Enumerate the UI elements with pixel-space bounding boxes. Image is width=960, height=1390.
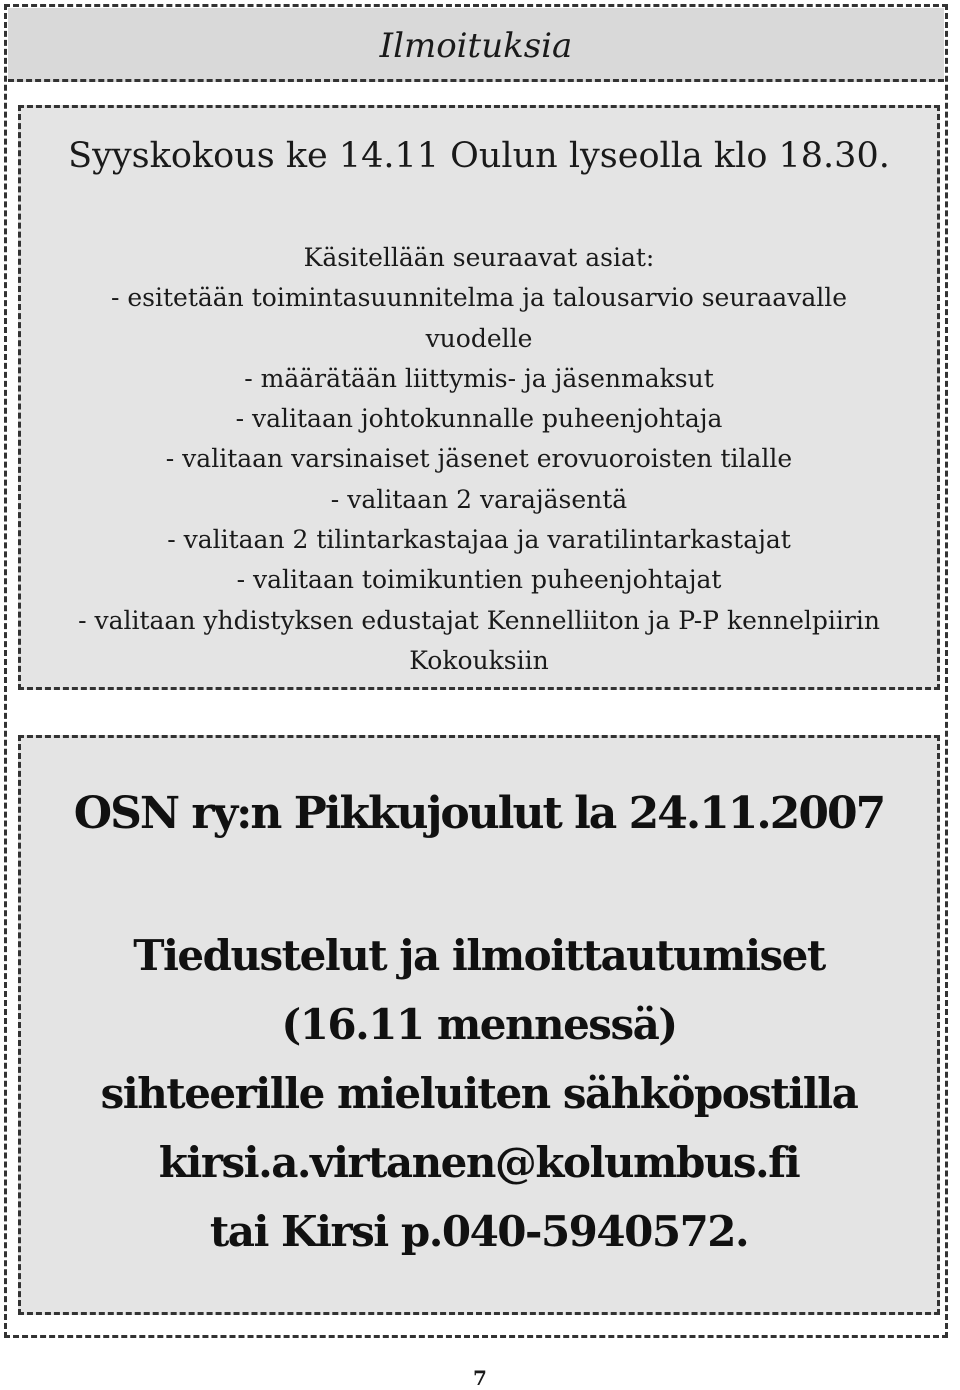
agenda-line: - valitaan johtokunnalle puheenjohtaja xyxy=(235,404,723,434)
agenda-line: Kokouksiin xyxy=(409,645,549,675)
agenda-line: - esitetään toimintasuunnitelma ja talousarvio seuraavalle xyxy=(110,283,848,313)
agenda-line: - valitaan toimikuntien puheenjohtajat xyxy=(236,565,722,595)
meeting-title: Syyskokous ke 14.11 Oulun lyseolla klo 18.30. xyxy=(68,136,890,176)
header-band xyxy=(8,8,944,82)
christmas-party-notice xyxy=(18,735,940,1315)
party-info xyxy=(21,921,937,1266)
page-number: 7 xyxy=(473,1366,487,1390)
contact-email[interactable]: kirsi.a.virtanen@kolumbus.fi xyxy=(158,1138,800,1187)
agenda-line: vuodelle xyxy=(425,323,533,353)
agenda-line: - valitaan 2 varajäsentä xyxy=(330,484,628,514)
party-info-line: sihteerille mieluiten sähköpostilla xyxy=(100,1069,858,1118)
party-info-line: Tiedustelut ja ilmoittautumiset xyxy=(133,931,825,980)
page-title: Ilmoituksia xyxy=(379,26,573,66)
agenda-line: - valitaan 2 tilintarkastajaa ja varatilintarkastajat xyxy=(167,525,791,555)
party-title: OSN ry:n Pikkujoulut la 24.11.2007 xyxy=(73,788,885,839)
agenda-line: Käsitellään seuraavat asiat: xyxy=(303,243,655,272)
party-info-line: (16.11 mennessä) xyxy=(281,1000,677,1049)
agenda-line: - valitaan varsinaiset jäsenet erovuoroisten tilalle xyxy=(165,444,793,474)
agenda-line: - määrätään liittymis- ja jäsenmaksut xyxy=(244,363,714,393)
agenda-line: - valitaan yhdistyksen edustajat Kennelliiton ja P-P kennelpiirin xyxy=(78,605,880,635)
agenda-list xyxy=(21,238,937,681)
meeting-notice xyxy=(18,105,940,690)
contact-phone: tai Kirsi p.040-5940572. xyxy=(209,1207,749,1256)
